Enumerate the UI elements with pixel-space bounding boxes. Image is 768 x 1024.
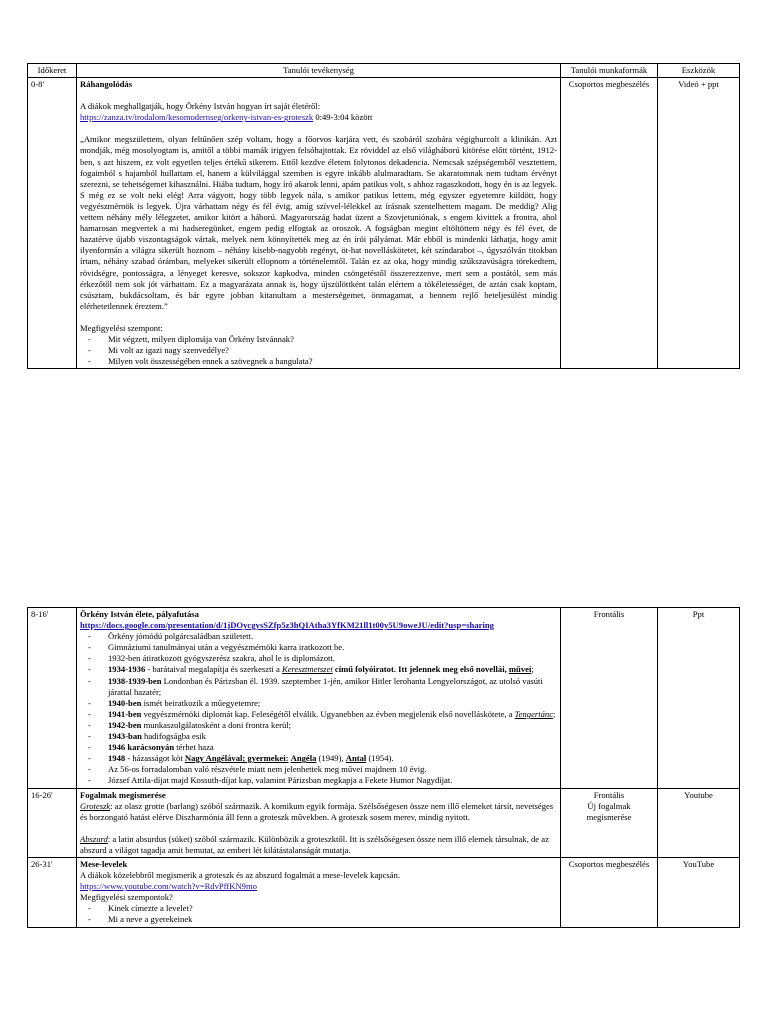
section-title: Ráhangolódás	[80, 79, 133, 90]
workform-cell: Frontális	[561, 608, 658, 789]
tools-cell: Videó + ppt	[658, 78, 740, 369]
biography-list	[80, 631, 557, 786]
workform-cell: Csoportos megbeszélés	[561, 857, 658, 927]
lesson-plan-table-2	[27, 607, 740, 928]
table-row	[28, 857, 740, 927]
list-item	[108, 664, 557, 675]
list-item	[108, 731, 557, 742]
item-text: - barátaival megalapítja és szerkeszti a	[145, 664, 282, 675]
time-cell: 8-16'	[28, 608, 77, 789]
intro-text: A diákok közelebbről megismerik a groteszk és az abszurd fogalmát a mese-levelek kapcsán.	[80, 870, 400, 881]
header-workforms: Tanulói munkaformák	[561, 64, 658, 78]
header-row	[28, 64, 740, 78]
item-end: ;	[553, 708, 556, 719]
list-item	[108, 676, 557, 698]
list-item	[108, 642, 557, 653]
workform-label: Új fogalmak megismerése	[586, 800, 632, 822]
table-row	[28, 608, 740, 789]
item-year: 1940-ben	[108, 697, 142, 708]
item-text: Gimnáziumi tanulmányai után a vegyészmérnöki karra iratkozott be.	[108, 642, 345, 653]
list-item	[108, 742, 557, 753]
item-text: Londonban és Párizsban él. 1939. szeptember 1-jén, amikor Hitler lerohanta Lengyelországot, az utolsó vasúti járattal hazatér;	[108, 675, 543, 697]
question-list	[80, 903, 557, 925]
section-title: Mese-levelek	[80, 858, 128, 869]
quote-text: „Amikor megszülettem, olyan feltűnően szép voltam, hogy a főorvos karjára vett, és szobáról szobára végighurcolt a klinikán. Azt mondják, még mosolyogtam is, amitől a többi mamák irigyen felsóhajtottak. Ez röviddel az első világháború kitörése előtt történt, 1912-ben, s azt hiszem, ez volt egyetlen teljes értékű sikerem. Ettől kezdve életem folytonos dekadencia. Nemcsak szépségemből vesztettem, fogaimból s hajamból hullattam el, hanem a külvilággal szemben is egyre inkább alulmaradtam. Se akaratomnak nem tudtam érvényt szerezni, se tehetségemet kihasználni. Hiába tudtam, hogy író akarok lenni, apám patikus volt, s ahhoz ragaszkodott, hogy én is az legyek. S még ez se volt neki elég! Arra vágyott, hogy több legyek nála, s amikor patikus lettem, még egyszer egyetemre küldött, hogy vegyészmérnök is legyek. Újra várhattam négy és fél évig, amíg szívvel-lélekkel az írásnak szentelhettem magam. De meddig? Alig vettem néhány mély lélegzetet, amikor kitört a háború. Magyarország hadat üzent a Szovjetuniónak, s engem kivittek a frontra, ahol hamarosan megvertek a mi hadseregünket, engem pedig elfogtak az oroszok. A fogságban megint eltöltöttem négy és fél évet, de hazatérve újabb viszontagságok vártak, melyek nem könnyítették meg az én írói pályámat. Már ebből is mindenki láthatja, hogy amit ilyenformán a világra sikerült hoznom – néhány kisebb-nagyobb regényt, öt-hat novelláskötetet, két színdarabot –, úgyszólván titokban írtam, néhány szabad órámban, melyeket sikerült ellopnom a történelemtől. Talán ez az oka, hogy mindig szűkszavúságra törekedtem, rövidségre, pontosságra, a lényeget keresve, sokszor kapkodva, minden csöngetéstől összerezzenve, mert sem a postától, sem más érkezőtől nem sok jót várhattam. Ez a magyarázata annak is, hogy újszülöttként talán elértem a tökéletességet, de aztán csak koptam, csúsztam, bukdácsoltam, és bár egyre jobban kitanultam a mesterségemet, önmagamat, a bennem rejlő beteljesülést mindig elérhetetlennek éreztem.”	[80, 134, 557, 311]
item-text: térhet haza	[174, 742, 214, 753]
time-cell: 16-26'	[28, 788, 77, 857]
video-link[interactable]: https://zanza.tv/irodalom/kesomodernseg/orkeny-istvan-es-groteszk	[80, 112, 314, 123]
intro-text	[80, 101, 557, 112]
workform-label: Frontális	[593, 789, 625, 800]
item-text: munkaszolgálatosként a doni frontra kerül;	[141, 719, 292, 730]
item-year: 1934-1936	[108, 664, 146, 675]
video-time-range: 0:49-3:04 között	[313, 112, 373, 123]
header-activity: Tanulói tevékenység	[77, 64, 561, 78]
section-title: Örkény István élete, pályafutása	[80, 609, 199, 619]
tools-cell: YouTube	[658, 857, 740, 927]
list-item	[108, 720, 557, 731]
item-text-bold: című folyóiratot. Itt jelennek meg első novellái,	[332, 664, 509, 675]
term-groteszk: Groteszk	[80, 800, 111, 811]
video-link-line	[80, 881, 557, 892]
workform-cell	[561, 788, 658, 857]
list-item: - Milyen volt összességében ennek a szövegnek a hangulata?	[108, 356, 557, 367]
item-text: József Attila-díjat majd Kossuth-díjat kap, valamint Párizsban megkapja a Fekete Humor Nagydíjat.	[108, 775, 453, 786]
child-name: Antal	[345, 753, 367, 764]
tools-cell: Ppt	[658, 608, 740, 789]
list-item	[108, 709, 557, 720]
list-item	[108, 653, 557, 664]
time-cell: 0-8'	[28, 78, 77, 369]
abszurd-definition	[80, 834, 557, 856]
item-text: vegyészmérnöki diplomát kap. Feleségétől elválik. Ugyanebben az évben megjelenik első novelláskötete, a	[141, 708, 515, 719]
child-name: Angéla	[290, 753, 317, 764]
list-item	[108, 764, 557, 775]
item-text: 1932-ben átiratkozott gyógyszerész szakra, ahol le is diplomázott.	[108, 653, 335, 664]
item-title: Tengertánc	[514, 708, 554, 719]
item-year: 1943-ban	[108, 731, 142, 742]
item-year: 1938-1939-ben	[108, 675, 162, 686]
section-title: Fogalmak megismerése	[80, 789, 166, 800]
video-link[interactable]: https://www.youtube.com/watch?v=RdvPffKN9mo	[80, 881, 257, 892]
observation-title: Megfigyelési szempontok?	[80, 892, 173, 903]
item-text-underlined: művei	[508, 664, 532, 675]
list-item	[108, 753, 557, 764]
question-list	[80, 334, 557, 367]
item-text: hadifogságba esik	[141, 731, 206, 742]
video-link-line	[80, 112, 557, 123]
item-year: 1941-ben	[108, 708, 142, 719]
observation-title: Megfigyelési szempont:	[80, 322, 163, 333]
item-text: - házasságot köt	[125, 753, 185, 764]
list-item: - Mi a neve a gyerekeinek	[108, 914, 557, 925]
item-text: ismét beiratkozik a műegyetemre;	[141, 697, 261, 708]
item-year: 1942-ben	[108, 719, 142, 730]
header-time: Időkeret	[28, 64, 77, 78]
term-abszurd: Abszurd	[80, 833, 108, 844]
definition-text: : a latin absurdus (süket) szóból származik. Különbözik a groteszktől. Itt is szélsőségesen össze nem illő elemek társulnak, de az abszurd a világot tagadja amit bemutat, az emberi lét kilátástalanságát mutatja.	[80, 833, 549, 855]
activity-cell	[77, 608, 561, 789]
item-end: (1954).	[366, 753, 394, 764]
item-text: Az 56-os forradalomban való részvétele miatt nem jelenhettek meg művei majdnem 10 évig.	[108, 764, 427, 775]
item-year: 1946 karácsonyán	[108, 742, 175, 753]
activity-cell	[77, 788, 561, 857]
list-item: - Mit végzett, milyen diplomája van Örkény Istvánnak?	[108, 334, 557, 345]
list-item: - Mi volt az igazi nagy szenvedélye?	[108, 345, 557, 356]
presentation-link-line	[80, 620, 557, 631]
lesson-plan-table-1	[27, 63, 740, 369]
item-text: (1949),	[316, 753, 346, 764]
list-item: - Kinek címezte a levelet?	[108, 903, 557, 914]
workform-cell: Csoportos megbeszélés	[561, 78, 658, 369]
item-end: ;	[531, 664, 534, 675]
item-year: 1948	[108, 753, 126, 764]
spouse-name: Nagy Angélával; gyermekei:	[184, 753, 289, 764]
table-row	[28, 78, 740, 369]
tools-cell: Youtube	[658, 788, 740, 857]
activity-cell	[77, 78, 561, 369]
table-row	[28, 788, 740, 857]
activity-cell	[77, 857, 561, 927]
intro-label: A diákok meghallgatják, hogy Örkény István hogyan írt saját életéről:	[80, 101, 321, 112]
definition-text: : az olasz grotte (barlang) szóból származik. A komikum egyik formája. Szélsőségesen össze nem illő elemeket társít, nevetséges és borzongató hatást elérve Diszharmónia áll fenn a groteszk művekben. A groteszk sosem merev, mindig nyitott.	[80, 800, 554, 822]
item-text: Örkény jómódú polgárcsaládban született.	[108, 631, 254, 642]
list-item	[108, 698, 557, 709]
item-title: Keresztmetszet	[281, 664, 333, 675]
header-tools: Eszközök	[658, 64, 740, 78]
groteszk-definition	[80, 801, 557, 823]
presentation-link[interactable]: https://docs.google.com/presentation/d/1jDOycgysSZfp5z3hQIAtha3YfKM21ll1t00y5U9oweJU/edit?usp=sharing	[80, 620, 494, 631]
list-item	[108, 631, 557, 642]
list-item	[108, 775, 557, 786]
time-cell: 26-31'	[28, 857, 77, 927]
